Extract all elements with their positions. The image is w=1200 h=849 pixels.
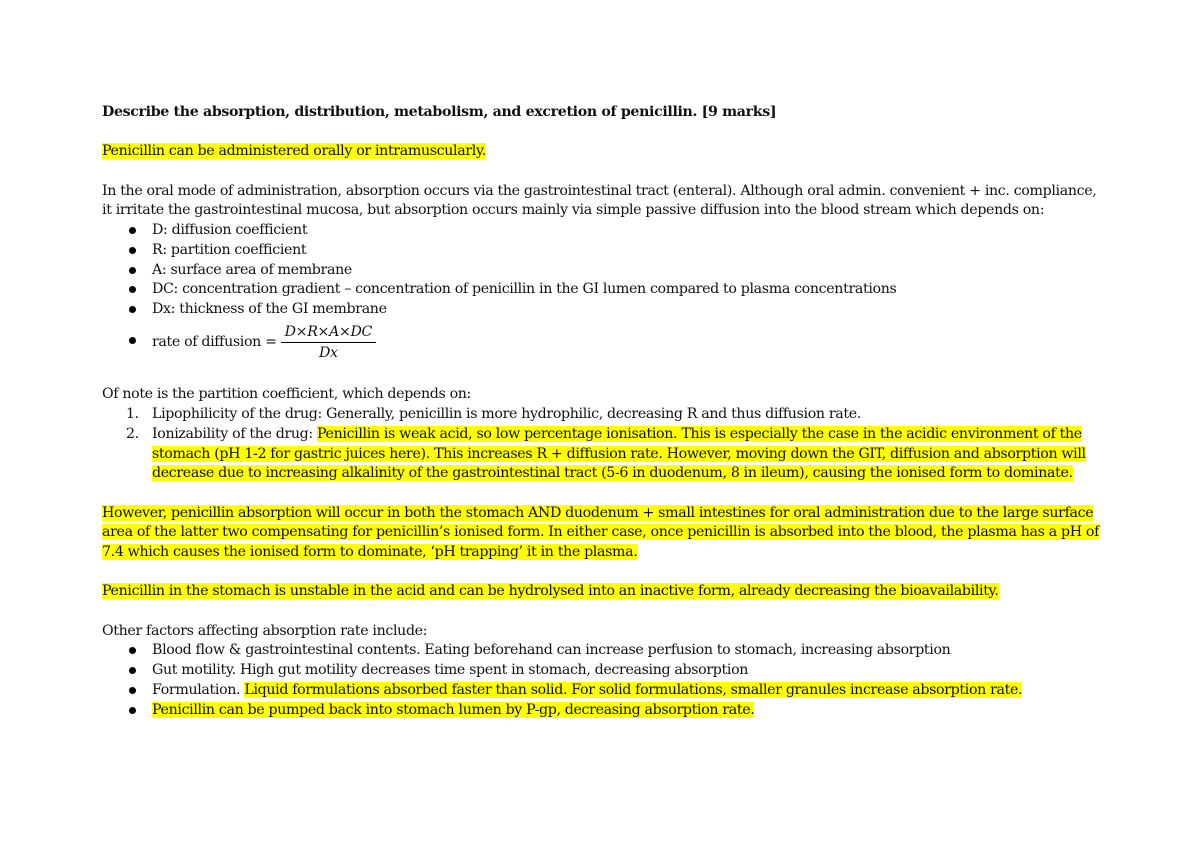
- list-item: [102, 405, 1102, 425]
- spacer: [102, 602, 1102, 622]
- diffusion-factors-list: [102, 221, 1102, 366]
- list-item: Blood flow & gastrointestinal contents. Eating beforehand can increase perfusion to stomach, increasing absorption: [102, 641, 1102, 661]
- formula-denominator: Dx: [319, 344, 338, 361]
- partition-factors-list: [102, 405, 1102, 484]
- partition-intro: Of note is the partition coefficient, which depends on:: [102, 386, 471, 403]
- highlighted-text: Penicillin is weak acid, so low percentage ionisation. This is especially the case in the acidic environment of the: [317, 425, 1082, 442]
- paragraph-line: it irritate the gastrointestinal mucosa, but absorption occurs mainly via simple passive diffusion into the blood stream which depends on:: [102, 202, 1045, 219]
- other-factors-intro: Other factors affecting absorption rate include:: [102, 622, 428, 639]
- absorption-site-paragraph: [102, 504, 1102, 563]
- list-item: A: surface area of membrane: [102, 261, 1102, 281]
- list-item: R: partition coefficient: [102, 241, 1102, 261]
- highlighted-text: However, penicillin absorption will occur in both the stomach AND duodenum + small intestines for oral administration due to the large surface: [102, 504, 1094, 521]
- spacer: [102, 123, 1102, 143]
- highlighted-text: stomach (pH 1-2 for gastric juices here). This increases R + diffusion rate. However, moving down the GIT, diffusion and absorption will: [152, 445, 1086, 462]
- list-number: 1.: [126, 406, 139, 423]
- spacer: [102, 563, 1102, 583]
- highlighted-text: Penicillin can be administered orally or intramuscularly.: [102, 143, 486, 160]
- list-item-prefix: Formulation.: [152, 681, 245, 698]
- other-factors-list: [102, 641, 1102, 720]
- intro-paragraph: [102, 142, 1102, 162]
- list-item: [102, 425, 1102, 484]
- stability-paragraph: [102, 582, 1102, 602]
- list-number: 2.: [126, 425, 139, 442]
- list-item: Gut motility. High gut motility decreases time spent in stomach, decreasing absorption: [102, 661, 1102, 681]
- document-page: [102, 103, 1102, 720]
- list-item: [102, 701, 1102, 721]
- paragraph-line: In the oral mode of administration, absorption occurs via the gastrointestinal tract (enteral). Although oral admin. convenient + inc. compliance,: [102, 182, 1097, 199]
- spacer: [102, 484, 1102, 504]
- formula-label: rate of diffusion =: [152, 333, 277, 350]
- diffusion-formula: [281, 324, 376, 362]
- list-item: D: diffusion coefficient: [102, 221, 1102, 241]
- highlighted-text: Penicillin can be pumped back into stomach lumen by P-gp, decreasing absorption rate.: [152, 701, 755, 718]
- highlighted-text: Liquid formulations absorbed faster than solid. For solid formulations, smaller granules increase absorption rate.: [244, 681, 1023, 698]
- spacer: [102, 162, 1102, 182]
- spacer: [102, 366, 1102, 386]
- oral-absorption-paragraph: [102, 182, 1102, 221]
- formula-list-item: [102, 320, 1102, 366]
- question-title: Describe the absorption, distribution, metabolism, and excretion of penicillin. [9 marks]: [102, 104, 777, 120]
- highlighted-text: Penicillin in the stomach is unstable in the acid and can be hydrolysed into an inactive form, already decreasing the bioavailability.: [102, 583, 999, 600]
- list-item: DC: concentration gradient – concentration of penicillin in the GI lumen compared to plasma concentrations: [102, 280, 1102, 300]
- list-item: [102, 681, 1102, 701]
- list-item-prefix: Ionizability of the drug:: [152, 425, 317, 442]
- list-item-text: Lipophilicity of the drug: Generally, penicillin is more hydrophilic, decreasing R and thus diffusion rate.: [152, 406, 861, 423]
- highlighted-text: area of the latter two compensating for penicillin’s ionised form. In either case, once penicillin is absorbed into the blood, the plasma has a pH of: [102, 524, 1099, 541]
- highlighted-text: decrease due to increasing alkalinity of the gastrointestinal tract (5-6 in duodenum, 8 in ileum), causing the ionised form to dominate.: [152, 465, 1073, 482]
- highlighted-text: 7.4 which causes the ionised form to dominate, ‘pH trapping’ it in the plasma.: [102, 544, 638, 560]
- list-item: Dx: thickness of the GI membrane: [102, 300, 1102, 320]
- formula-numerator: D×R×A×DC: [281, 324, 376, 343]
